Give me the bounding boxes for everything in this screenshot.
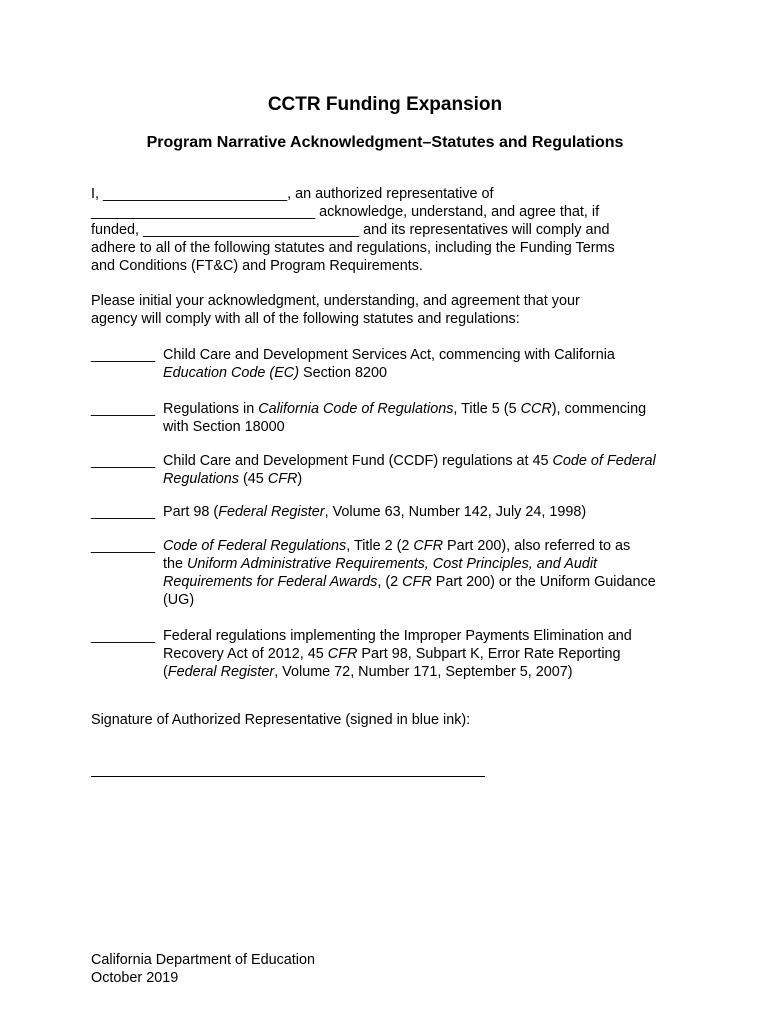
intro-line: and Conditions (FT&C) and Program Requirements. [91,258,423,274]
footer-date: October 2019 [91,970,179,986]
instruction-paragraph [91,292,691,328]
statute-fragment: Recovery Act of 2012, 45 [163,646,328,662]
initial-blank[interactable]: ________ [91,538,156,554]
intro-line: funded, ___________________________ and its representatives will comply and [91,222,610,238]
footer [91,951,315,987]
intro-line: adhere to all of the following statutes and regulations, including the Funding Terms [91,240,615,256]
statute-text [163,346,683,382]
statute-line [163,573,683,591]
statute-fragment: Part 98, Subpart K, Error Rate Reporting [357,646,621,662]
statute-italic: Education Code (EC) [163,365,299,381]
statute-fragment: Part 200), also referred to as [442,538,631,554]
statute-italic: Federal Register [167,664,275,680]
statute-text [163,537,683,609]
intro-line: ____________________________ acknowledge, understand, and agree that, if [91,204,600,220]
document-title: CCTR Funding Expansion [267,94,503,115]
statute-fragment: ( [163,664,168,680]
statute-fragment: Section 8200 [298,365,387,381]
statute-line: (UG) [163,592,195,608]
statute-italic: Code of Federal Regulations [163,538,347,554]
initial-blank[interactable]: ________ [91,453,156,469]
statute-italic: California Code of Regulations [258,401,454,417]
statute-line [163,452,683,470]
signature-line[interactable] [91,776,485,777]
statute-italic: Code of Federal [552,453,656,469]
statute-italic: Requirements for Federal Awards [163,574,378,590]
statute-italic: CFR [413,538,443,554]
initial-blank[interactable]: ________ [91,347,156,363]
instruction-line: Please initial your acknowledgment, understanding, and agreement that your [91,293,580,309]
statute-fragment: Part 200) or the Uniform Guidance [431,574,656,590]
instruction-line: agency will comply with all of the following statutes and regulations: [91,311,520,327]
statute-line [163,645,683,663]
statute-line [163,364,683,382]
statute-line [163,537,683,555]
statute-fragment: , Title 2 (2 [346,538,414,554]
statute-line [163,470,683,488]
document-subtitle: Program Narrative Acknowledgment–Statutes and Regulations [146,134,624,151]
statute-fragment: , Volume 72, Number 171, September 5, 2007) [274,664,573,680]
initial-blank[interactable]: ________ [91,504,156,520]
statute-text [163,400,683,436]
statute-fragment: , (2 [377,574,403,590]
statute-fragment: , Title 5 (5 [453,401,521,417]
intro-line: I, _______________________, an authorized representative of [91,186,494,202]
statute-line [163,400,683,418]
signature-label: Signature of Authorized Representative (signed in blue ink): [91,712,471,728]
statute-line [163,663,683,681]
statute-italic: Federal Register [218,504,325,520]
statute-italic: CFR [267,471,298,487]
statute-line [163,555,683,573]
statute-fragment: (45 [239,471,268,487]
statute-line: Federal regulations implementing the Improper Payments Elimination and [163,628,632,644]
intro-paragraph [91,185,691,275]
statute-italic: CFR [327,646,358,662]
statute-fragment: ), commencing [551,401,647,417]
footer-org: California Department of Education [91,952,315,968]
statute-text [163,503,683,521]
statute-line: with Section 18000 [163,419,285,435]
statute-italic: Uniform Administrative Requirements, Cost Principles, and Audit [187,556,598,572]
statute-italic: CCR [520,401,552,417]
statute-fragment: Regulations in [163,401,259,417]
statute-fragment: ) [297,471,303,487]
statute-fragment: the [163,556,188,572]
statute-line: Child Care and Development Services Act, commencing with California [163,347,615,363]
statute-line [163,503,683,521]
initial-blank[interactable]: ________ [91,628,156,644]
statute-fragment: Part 98 ( [163,504,219,520]
statute-fragment: , Volume 63, Number 142, July 24, 1998) [324,504,587,520]
initial-blank[interactable]: ________ [91,401,156,417]
statute-italic: Regulations [163,471,240,487]
statute-text [163,627,683,681]
statute-text [163,452,683,488]
statute-italic: CFR [402,574,432,590]
statute-fragment: Child Care and Development Fund (CCDF) regulations at 45 [163,453,553,469]
